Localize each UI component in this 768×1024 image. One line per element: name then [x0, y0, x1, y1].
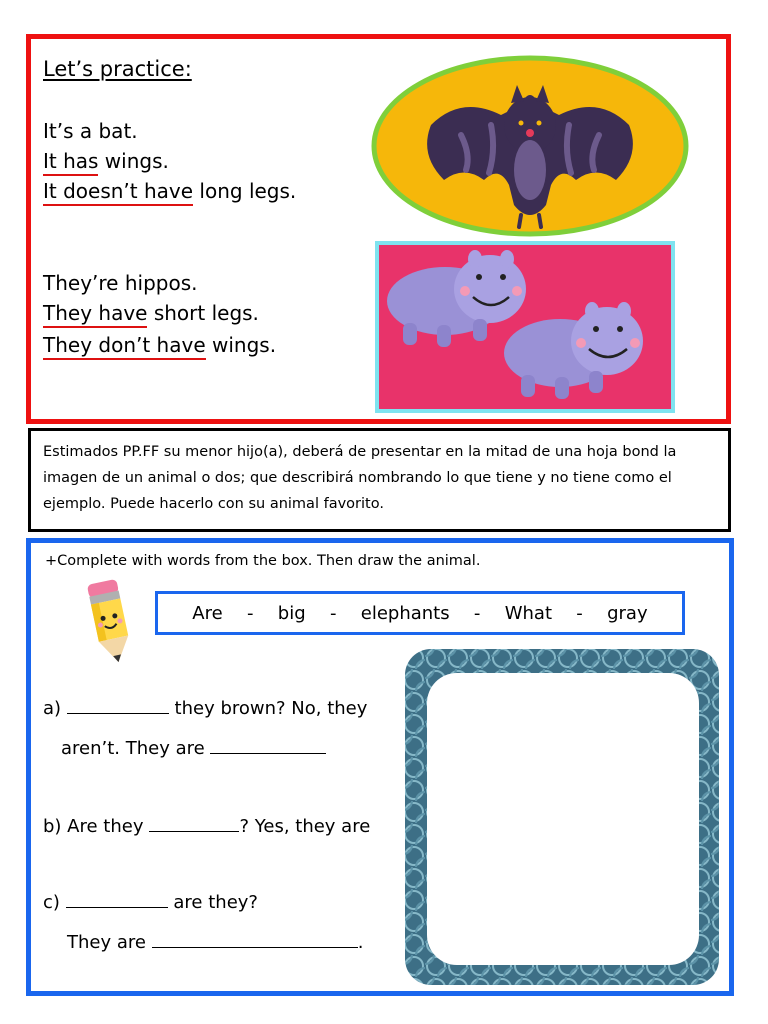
exercise-section — [26, 538, 734, 996]
bat-verb-has: It has — [43, 149, 98, 176]
drawing-frame[interactable] — [403, 647, 721, 987]
word-gray: gray — [607, 602, 648, 624]
pencil-character-icon — [75, 577, 145, 667]
word-big: big — [277, 602, 306, 624]
question-c-text: are they? — [173, 892, 258, 913]
question-c-end: . — [357, 932, 364, 953]
hippo-sentence-3 — [43, 333, 276, 357]
hippo-verb-dont-have: They don’t have — [43, 333, 206, 360]
word-separator: - — [576, 602, 583, 624]
question-a-line2 — [61, 737, 326, 759]
answer-blank-c1[interactable] — [66, 891, 168, 908]
question-c-line1 — [43, 891, 258, 913]
hippo-sentence-3-rest: wings. — [205, 333, 277, 357]
practice-section — [26, 34, 731, 424]
word-what: What — [504, 602, 552, 624]
question-a-text-2: aren’t. They are — [61, 738, 205, 759]
word-separator: - — [329, 602, 337, 624]
bat-sentence-3 — [43, 179, 296, 203]
answer-blank-a1[interactable] — [67, 697, 169, 714]
question-a-line1 — [43, 697, 367, 719]
question-b-prefix: b) Are they — [43, 816, 144, 837]
word-are: Are — [192, 602, 223, 624]
bat-sentence-1: It’s a bat. — [43, 119, 138, 143]
practice-title: Let’s practice: — [43, 57, 192, 81]
bat-sentence-2-rest: wings. — [98, 149, 169, 173]
bat-verb-doesnt-have: It doesn’t have — [43, 179, 193, 206]
hippos-image — [375, 241, 675, 413]
question-b — [43, 815, 370, 837]
word-box — [155, 591, 685, 635]
hippo-sentence-1: They’re hippos. — [43, 271, 198, 295]
question-c-prefix: c) — [43, 892, 60, 913]
bat-sentence-2 — [43, 149, 169, 173]
notice-text: Estimados PP.FF su menor hijo(a), deberá de presentar en la mitad de una hoja bond la imagen de un animal o dos; que describirá nombrando lo que tiene y no tiene como el ejemplo. Puede hacerlo con su animal favorito. — [43, 444, 677, 512]
exercise-instruction: +Complete with words from the box. Then draw the animal. — [45, 553, 481, 569]
word-separator: - — [473, 602, 481, 624]
word-separator: - — [247, 602, 254, 624]
answer-blank-b[interactable] — [149, 815, 239, 832]
question-b-text: ? Yes, they are — [239, 816, 371, 837]
question-a-text: they brown? No, they — [174, 698, 368, 719]
hippo-sentence-2-rest: short legs. — [147, 301, 259, 325]
answer-blank-a2[interactable] — [210, 737, 326, 754]
answer-blank-c2[interactable] — [152, 931, 358, 948]
parents-notice — [28, 428, 731, 532]
question-a-prefix: a) — [43, 698, 62, 719]
word-elephants: elephants — [360, 602, 450, 624]
bat-image — [371, 55, 689, 237]
question-c-text-2: They are — [67, 932, 146, 953]
question-c-line2 — [67, 931, 363, 953]
hippo-verb-have: They have — [43, 301, 147, 328]
hippo-sentence-2 — [43, 301, 259, 325]
bat-sentence-3-rest: long legs. — [193, 179, 297, 203]
